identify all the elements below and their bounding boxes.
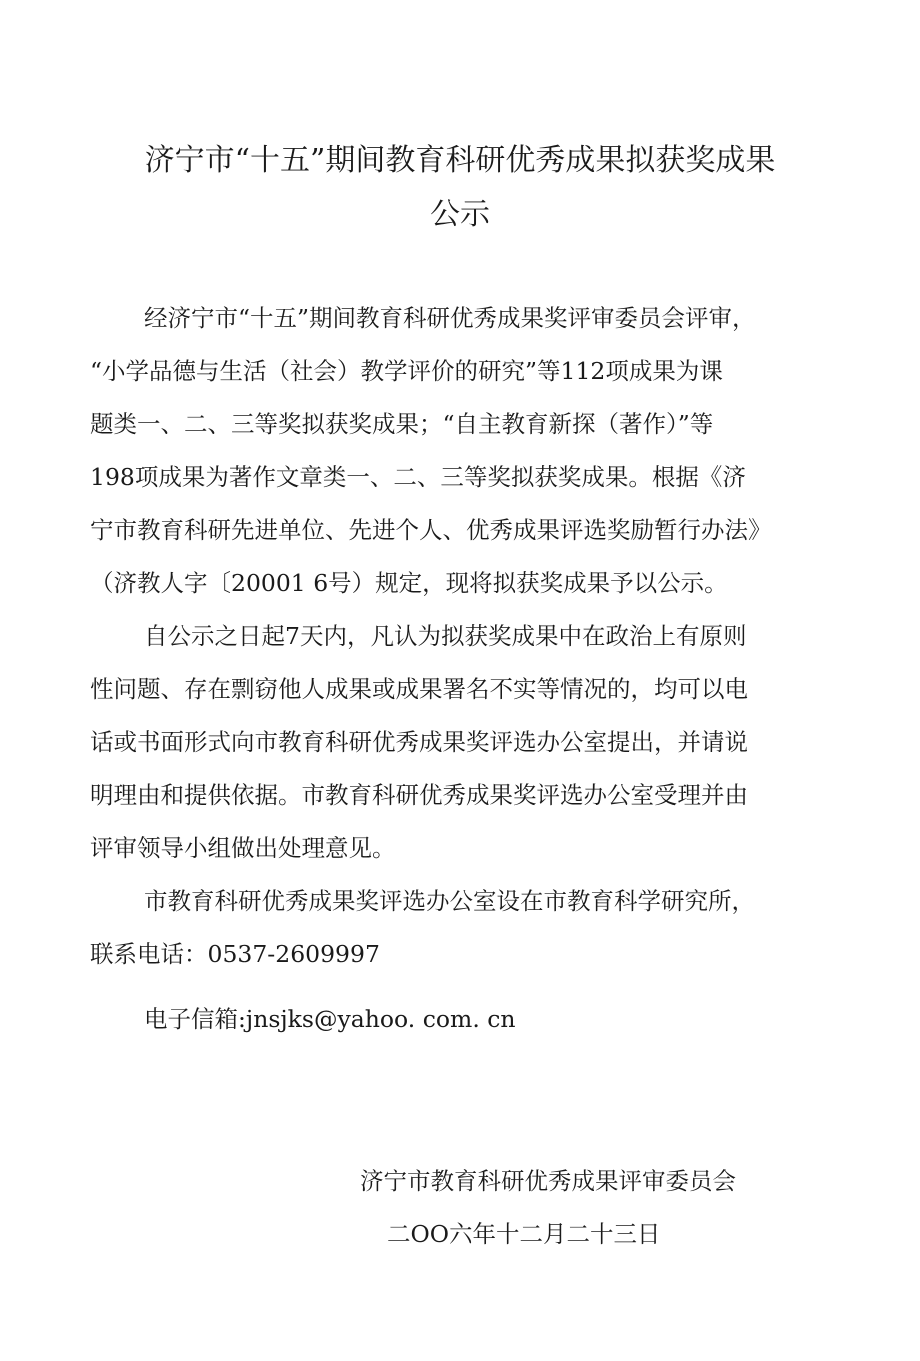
paragraph-1-line: 题类一、二、三等奖拟获奖成果；“自主教育新探（著作）”等 xyxy=(90,410,714,438)
contact-email: 电子信箱:jnsjks@yahoo. com. cn xyxy=(144,1005,516,1033)
paragraph-1-line: （济教人字〔20001 6号）规定，现将拟获奖成果予以公示。 xyxy=(90,569,728,597)
page-title xyxy=(80,134,840,242)
title-line-2: 公示 xyxy=(430,197,490,232)
paragraph-2-line: 明理由和提供依据。市教育科研优秀成果奖评选办公室受理并由 xyxy=(90,781,748,809)
signature-organization: 济宁市教育科研优秀成果评审委员会 xyxy=(360,1167,736,1195)
paragraph-1-line: 宁市教育科研先进单位、先进个人、优秀成果评选奖励暂行办法》 xyxy=(90,516,772,544)
paragraph-2-line: 话或书面形式向市教育科研优秀成果奖评选办公室提出，并请说 xyxy=(90,728,748,756)
paragraph-2-line: 评审领导小组做出处理意见。 xyxy=(90,834,396,862)
signature-date: 二OO六年十二月二十三日 xyxy=(387,1220,661,1248)
paragraph-3-line: 市教育科研优秀成果奖评选办公室设在市教育科学研究所， xyxy=(144,887,755,915)
title-line-1: 济宁市“十五”期间教育科研优秀成果拟获奖成果 xyxy=(144,143,776,178)
contact-phone: 联系电话：0537-2609997 xyxy=(90,940,380,968)
paragraph-1-line: “小学品德与生活（社会）教学评价的研究”等112项成果为课 xyxy=(90,357,723,385)
notice-body xyxy=(90,292,780,1046)
paragraph-2-line: 自公示之日起7天内，凡认为拟获奖成果中在政治上有原则 xyxy=(144,622,747,650)
paragraph-1-line: 198项成果为著作文章类一、二、三等奖拟获奖成果。根据《济 xyxy=(90,463,746,491)
paragraph-2-line: 性问题、存在剽窃他人成果或成果署名不实等情况的，均可以电 xyxy=(90,675,748,703)
paragraph-1-line: 经济宁市“十五”期间教育科研优秀成果奖评审委员会评审， xyxy=(144,304,756,332)
